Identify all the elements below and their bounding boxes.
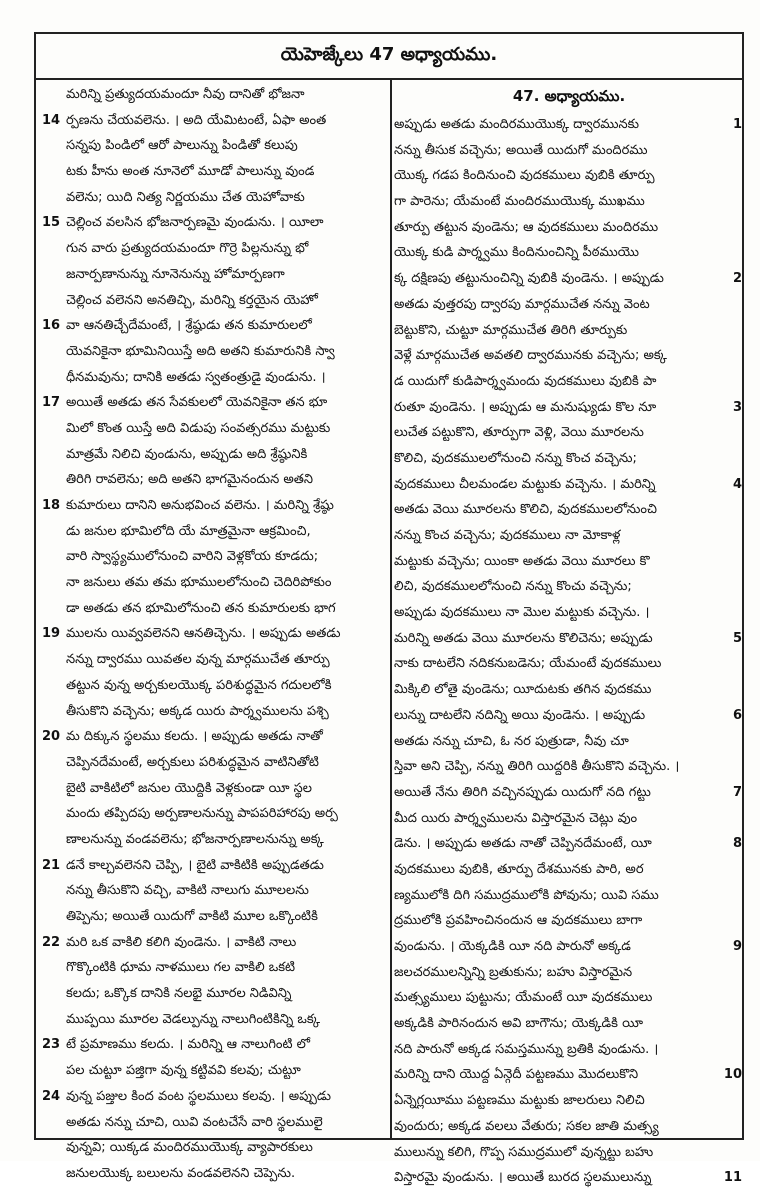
text-line: [394, 472, 744, 498]
text-line: [38, 724, 388, 750]
verse-number: 19: [42, 626, 61, 642]
text-line: [394, 729, 744, 755]
text-line: [394, 1165, 744, 1191]
text-line: [38, 108, 388, 134]
text-line: [394, 395, 744, 421]
line-text: వున్నవి; యిక్కడ మందిరముయొక్క వ్యాపారకులు: [66, 1140, 313, 1156]
text-line: [394, 112, 744, 138]
text-line: [394, 497, 744, 523]
text-line: [394, 934, 744, 960]
verse-number: 14: [42, 112, 61, 128]
line-text: లుచేత పట్టుకొని, తూర్పుగా వెళ్లి, వెయి మూరలను: [394, 425, 644, 441]
verse-number: 15: [42, 215, 61, 231]
text-line: [394, 780, 744, 806]
line-text: మాత్రమే నిలిచి వుండును, అప్పుడు అది శ్రేష్ఠునికి: [66, 446, 308, 462]
line-text: చెల్లించ వలెనని అనతిచ్చి, మరిన్ని కర్తయైన యెహో: [66, 292, 318, 308]
verse-number: 24: [42, 1088, 61, 1104]
line-text: వారి స్వాస్థ్యములోనుంచి వారిని వెళ్లకోయ కూడదు;: [66, 549, 319, 565]
text-line: [38, 262, 388, 288]
line-text: కలదు; ఒక్కొక దానికి నలభై మూరల నిడివిన్ని: [66, 986, 292, 1002]
text-line: [38, 1058, 388, 1084]
line-text: నన్ను తీసుకొని వచ్చి, వాకిటి నాలుగు మూలలను: [66, 883, 309, 899]
text-line: [38, 750, 388, 776]
line-text: అప్పుడు వుదకములు నా మొల మట్టుకు వచ్చెను. ।: [394, 605, 650, 621]
line-text: తిరిగి రావలెను; అది అతని భాగమైనందున అతని: [66, 472, 314, 488]
text-line: [394, 318, 744, 344]
line-text: ణాలనున్ను వండవలెను; భోజనార్పణాలనున్ను అక్క: [66, 831, 324, 847]
line-text: తట్టున వున్న అర్చకులయొక్క పరిశుద్ధమైన గదులలోకి: [66, 677, 332, 693]
text-line: [394, 1088, 744, 1114]
line-text: గున వారు ప్రత్యుదయమందూ గొర్రె పిల్లనున్ను భో: [66, 241, 309, 257]
text-line: [394, 703, 744, 729]
line-text: బైటి వాకిటిలో జనుల యొద్దికి వెళ్లకుండా యీ స్థల: [66, 780, 313, 796]
line-text: డనే కాల్చవలెనని చెప్పి, । బైటి వాకిటికి అప్పుడతడు: [66, 857, 324, 873]
verse-number: 11: [723, 1170, 742, 1186]
line-text: వుదకములు వుబికి, తూర్పు దేశమునకు పారి, అర: [394, 861, 644, 877]
verse-number: 17: [42, 395, 61, 411]
text-line: [394, 266, 744, 292]
verse-number: 3: [732, 399, 742, 415]
text-line: [38, 210, 388, 236]
line-text: రుతూ వుండెను. । అప్పుడు ఆ మనుష్యుడు కొల నూ: [394, 399, 657, 415]
line-text: నన్ను తీసుక వచ్చెను; అయితే యిదుగో మందిరము: [394, 142, 648, 158]
line-text: వున్న పజ్తుల కింద వంట స్థలములు కలవు. । అప్పుడు: [66, 1088, 332, 1104]
line-text: చెప్పినదేమంటే, అర్చకులు పరిశుద్ధమైన వాటినితోటి: [66, 754, 319, 770]
line-text: మత్స్యములు పుట్టును; యేమంటే యీ వుదకములు: [394, 990, 653, 1006]
text-line: [38, 236, 388, 262]
line-text: వుదకములు చీలమండల మట్టుకు వచ్చెను. । మరిన్ని: [394, 476, 656, 492]
line-text: అతడు నన్ను చూచి, ఓ నర పుత్రుడా, నీవు చూ: [394, 733, 629, 749]
line-text: ధీనమవును; దానికి అతడు స్వతంత్రుడై వుండును. ।: [66, 369, 326, 385]
line-text: అప్పుడు అతడు మందిరముయొక్క ద్వారమునకు: [394, 117, 639, 132]
line-text: వెళ్లే మార్గముచేత అవతలి ద్వారమునకు వచ్చెను; అక్క: [394, 348, 667, 364]
text-line: [38, 621, 388, 647]
line-text: డెను. । అప్పుడు అతడు నాతో చెప్పినదేమంటే, యీ: [394, 836, 652, 852]
line-text: డు జనుల భూమిలోది యే మాత్రమైనా ఆక్రమించి,: [66, 523, 311, 539]
line-text: ఏన్నెగ్లయీము పట్టణము మట్టుకు జాలరులు నిలిచి: [394, 1093, 645, 1109]
line-text: జనులయొక్క బలులను వండవలెనని చెప్పెను.: [66, 1165, 296, 1181]
page-frame: [34, 32, 744, 1186]
line-text: బెట్టుకొని, చుట్టూ మార్గముచేత తిరిగి తూర్పుకు: [394, 322, 628, 338]
verse-number: 18: [42, 498, 61, 513]
right-column: [394, 82, 744, 1191]
text-line: [394, 189, 744, 215]
text-line: [394, 600, 744, 626]
line-text: నా జనులు తమ తమ భూములలోనుంచి చెదిరిపోకుం: [66, 575, 332, 591]
text-line: [394, 1037, 744, 1063]
text-line: [38, 493, 388, 519]
line-text: వుండును. । యెక్కడికి యీ నది పారునో అక్కడ: [394, 939, 631, 954]
line-text: ర్పణను చేయవలెను. । అది యేమిటంటే, ఏఫా అంత: [66, 112, 327, 128]
text-line: [394, 1011, 744, 1037]
line-text: డా అతడు తన భూమిలోనుంచి తన కుమారులకు భాగ: [66, 600, 336, 616]
text-line: [38, 467, 388, 493]
line-text: మరిన్ని ప్రత్యుదయమందూ నీవు దానితో భోజనా: [66, 87, 305, 102]
line-text: తూర్పు తట్టున వుండెను; ఆ వుదకములు మందిరము: [394, 219, 659, 235]
text-line: [38, 365, 388, 391]
text-line: [38, 159, 388, 185]
text-line: [38, 1161, 388, 1187]
line-text: నన్ను కొంచ వచ్చెను; వుదకములు నా మోకాళ్ల: [394, 528, 621, 543]
text-line: [394, 420, 744, 446]
text-line: [38, 1084, 388, 1110]
line-text: యొక్క గడప కిందినుంచి వుదకములు వుబికి తూర్పు: [394, 168, 655, 184]
text-line: [394, 1114, 744, 1140]
text-line: [38, 699, 388, 725]
verse-number: 23: [42, 1037, 61, 1053]
line-text: వా ఆనతిచ్చేదేమంటే, । శ్రేష్ఠుడు తన కుమారులలో: [66, 318, 312, 334]
text-line: [38, 878, 388, 904]
line-text: గా పారెను; యేమంటే మందిరముయొక్క ముఖము: [394, 194, 645, 210]
running-header-title: యెహెజ్కేలు 47 అధ్యాయము.: [280, 43, 498, 65]
verse-number: 10: [723, 1067, 742, 1083]
text-line: [394, 369, 744, 395]
text-line: [394, 651, 744, 677]
verse-number: 21: [42, 857, 61, 873]
line-text: అయితే నేను తిరిగి వచ్చినప్పుడు యిదుగో నది గట్టు: [394, 784, 651, 800]
text-line: [38, 930, 388, 956]
text-line: [38, 801, 388, 827]
line-text: జలచరములన్నిన్ని బ్రతుకును; బహు విస్తారమైన: [394, 964, 633, 980]
verse-number: 9: [732, 939, 742, 954]
line-text: ములను యివ్వవలెనని ఆనతిచ్చెను. । అప్పుడు అతడు: [66, 626, 341, 642]
line-text: అయితే అతడు తన సేవకులలో యెవనికైనా తన భూ: [66, 395, 328, 411]
text-line: [394, 857, 744, 883]
text-line: [394, 523, 744, 549]
line-text: వుందురు; అక్కడ వలలు వేతురు; సకల జాతి మత్స్య: [394, 1118, 659, 1134]
running-header: [36, 34, 742, 80]
text-line: [394, 1140, 744, 1166]
line-text: గొక్కొంటికి ధూమ నాళములు గల వాకిలి ఒకటి: [66, 960, 296, 976]
verse-number: 20: [42, 729, 61, 745]
text-line: [394, 215, 744, 241]
text-line: [38, 133, 388, 159]
line-text: మరి ఒక వాకిలి కలిగి వుండెను. । వాకిటి నాలు: [66, 934, 297, 950]
text-line: [38, 185, 388, 211]
line-text: ద్రములోకి ప్రవహించినందున ఆ వుదకములు బాగా: [394, 913, 643, 929]
line-text: నది పారునో అక్కడ సమస్తమున్ను బ్రతికి వుండును. ।: [394, 1041, 659, 1057]
line-text: కుమారులు దానిని అనుభవించ వలెను. । మరిన్ని శ్రేష్ఠు: [66, 498, 334, 513]
column-divider: [390, 78, 392, 1140]
verse-number: 1: [732, 117, 742, 132]
text-line: [394, 574, 744, 600]
line-text: ములున్ను కలిగి, గొప్ప సముద్రములో వున్నట్టు బహు: [394, 1144, 654, 1160]
text-line: [394, 138, 744, 164]
line-text: మ దిక్కున స్థలము కలదు. । అప్పుడు అతడు నాతో: [66, 729, 323, 745]
verse-number: 22: [42, 934, 61, 950]
line-text: ణ్యములోకి దిగి సముద్రములోకి పోవును; యివి సము: [394, 887, 659, 903]
line-text: నన్ను ద్వారము యివతల వున్న మార్గముచేత తూర్పు: [66, 652, 330, 668]
text-line: [394, 343, 744, 369]
verse-number: 2: [732, 271, 742, 287]
line-text: అక్కడికి పారినందున అవి బాగౌను; యెక్కడికి యీ: [394, 1016, 643, 1032]
chapter-title: 47. అధ్యాయము.: [512, 87, 626, 105]
line-text: చెల్లించ వలసిన భోజనార్పణమై వుండును. । యీలా: [66, 215, 324, 231]
text-line: [394, 960, 744, 986]
verse-number: 5: [732, 630, 742, 646]
text-line: [38, 596, 388, 622]
line-text: లున్ను దాటలేని నదిన్ని అయి వుండెను. । అప్పుడు: [394, 707, 646, 723]
verse-number: 16: [42, 318, 61, 334]
line-text: సన్నపు పిండిలో ఆరో పాలున్ను పిండితో కలుపు: [66, 138, 298, 154]
text-line: [38, 955, 388, 981]
line-text: ముప్పయి మూరల వెడల్పున్ను నాలుగింటికిన్ని ఒక్క: [66, 1011, 320, 1027]
text-line: [38, 673, 388, 699]
line-text: స్తివా అని చెప్పి, నన్ను తిరిగి యిద్దరికి తీసుకొని వచ్చెను. ।: [394, 759, 680, 775]
text-line: [38, 339, 388, 365]
text-line: [38, 1032, 388, 1058]
text-line: [394, 549, 744, 575]
line-text: వలెను; యిది నిత్య నిర్ణయము చేత యెహోవాకు: [66, 189, 305, 205]
text-line: [38, 853, 388, 879]
text-line: [394, 1062, 744, 1088]
verse-number: 6: [732, 707, 742, 723]
line-text: అతడు నన్ను చూచి, యివి వంటచేసే వారి స్థలములై: [66, 1114, 323, 1130]
text-line: [394, 831, 744, 857]
line-text: కొలిచి, వుదకములలోనుంచి నన్ను కొంచ వచ్చెను;: [394, 450, 637, 466]
line-text: అతడు వుత్తరపు ద్వారపు మార్గముచేత నన్ను వెంట: [394, 296, 650, 312]
line-text: లిచి, వుదకములలోనుంచి నన్ను కొంచు వచ్చెను;: [394, 579, 632, 595]
line-text: జనార్పణానున్ను నూనెనున్ను హోమార్పణగా: [66, 266, 285, 282]
text-line: [394, 908, 744, 934]
text-line: [394, 446, 744, 472]
text-line: [38, 1135, 388, 1161]
text-line: [38, 776, 388, 802]
line-text: మీద యిరు పార్శ్వములను విస్తారమైన చెట్లు వుం: [394, 810, 638, 826]
text-line: [38, 981, 388, 1007]
text-line: [394, 985, 744, 1011]
text-line: [38, 288, 388, 314]
text-line: [394, 883, 744, 909]
line-text: మరిన్ని అతడు వెయి మూరలను కొలిచెను; అప్పుడు: [394, 630, 653, 646]
line-text: తీసుకొని వచ్చెను; అక్కడ యిరు పార్శ్వములను పశ్చి: [66, 703, 329, 719]
line-text: నాకు దాటలేని నదికనుబడెను; యేమంటే వుదకములు: [394, 656, 662, 672]
left-column: [38, 82, 388, 1187]
line-text: మరిన్ని దాని యొద్ద ఏన్గెదీ పట్టణము మొదలుకొని: [394, 1067, 639, 1083]
line-text: క్క దక్షిణపు తట్టునుంచిన్ని వుబికి వుండెను. । అప్పుడు: [394, 271, 664, 287]
text-line: [394, 806, 744, 832]
line-text: విస్తారమై వుండును. । అయితే బురద స్థలములున్ను: [394, 1170, 652, 1186]
verse-number: 8: [732, 836, 742, 852]
line-text: పల చుట్టూ పజ్తిగా వున్న కట్టివవి కలవు; చుట్టూ: [66, 1063, 301, 1079]
text-line: [38, 544, 388, 570]
text-line: [38, 442, 388, 468]
line-text: టే ప్రమాణము కలదు. । మరిన్ని ఆ నాలుగింటి లో: [66, 1037, 311, 1053]
text-line: [394, 163, 744, 189]
verse-number: 4: [732, 476, 742, 492]
text-line: [394, 677, 744, 703]
line-text: తిప్పెను; అయితే యిదుగో వాకిటి మూల ఒక్కొంటికి: [66, 909, 318, 924]
line-text: డ యిదుగో కుడిపార్శ్వమందు వుదకములు వుబికి పా: [394, 373, 657, 389]
text-line: [38, 904, 388, 930]
line-text: మందు తప్పిదపు అర్పణాలనున్ను పాపపరిహారపు అర్ప: [66, 806, 338, 822]
text-line: [38, 647, 388, 673]
text-line: [38, 82, 388, 108]
line-text: మిక్కిలి లోతై వుండెను; యీదుటకు తగిన వుదకము: [394, 682, 652, 698]
text-line: [38, 827, 388, 853]
line-text: మిలో కొంత యిస్తే అది విడుపు సంవత్సరము మట్టుకు: [66, 420, 331, 436]
text-line: [38, 313, 388, 339]
line-text: మట్టుకు వచ్చెను; యింకా అతడు వెయి మూరలు కొ: [394, 553, 650, 569]
text-line: [394, 240, 744, 266]
line-text: టకు హీను అంత నూనెలో మూడో పాలున్ను వుండ: [66, 164, 315, 180]
verse-number: 7: [732, 784, 742, 800]
line-text: యెవనికైనా భూమినియిస్తే అది అతని కుమారునికి స్వా: [66, 343, 335, 359]
text-line: [38, 519, 388, 545]
text-line: [38, 1110, 388, 1136]
text-line: [38, 390, 388, 416]
text-line: [394, 626, 744, 652]
text-line: [394, 754, 744, 780]
text-line: [38, 1007, 388, 1033]
line-text: అతడు వెయి మూరలను కొలిచి, వుదకములలోనుంచి: [394, 502, 657, 518]
text-line: [394, 292, 744, 318]
line-text: యొక్క కుడి పార్శ్వము కిందినుంచిన్ని పీఠముయొ: [394, 245, 639, 261]
text-line: [38, 416, 388, 442]
text-line: [38, 570, 388, 596]
